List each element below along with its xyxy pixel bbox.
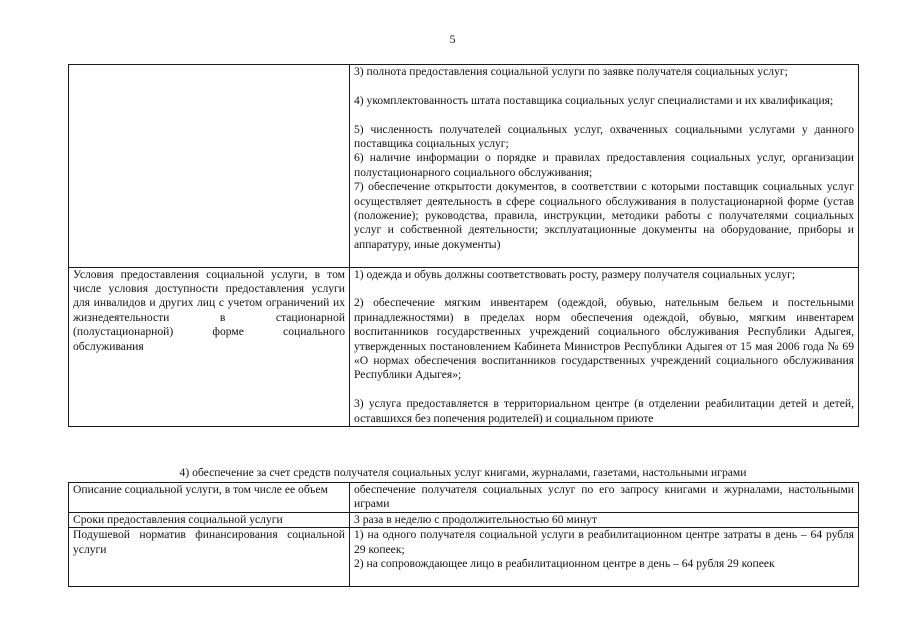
list-item: 5) численность получателей социальных услуг, охваченных социальными услугами у данного поставщика социальных услуг;	[354, 122, 854, 150]
description-label-cell: Описание социальной услуги, в том числе ее объем	[69, 483, 350, 513]
table-row	[69, 512, 859, 527]
list-item: 1) на одного получателя социальной услуги в реабилитационном центре затраты в день – 64 рубля 29 копеек;	[354, 528, 854, 556]
table-row	[69, 267, 859, 426]
list-item: 2) на сопровождающее лицо в реабилитационном центре в день – 64 рубля 29 копеек	[354, 557, 775, 571]
description-cell: обеспечение получателя социальных услуг по его запросу книгами и журналами, настольными играми	[350, 483, 859, 513]
list-item: 3) полнота предоставления социальной услуги по заявке получателя социальных услуг;	[354, 65, 788, 78]
service-table	[68, 482, 859, 587]
table-row	[69, 65, 859, 268]
list-item: 4) укомплектованность штата поставщика социальных услуг специалистами и их квалификация;	[354, 93, 834, 107]
conditions-label-cell: Условия предоставления социальной услуги, в том числе условия доступности предоставления услуги для инвалидов и других лиц с учетом ограничений их жизнедеятельности в стационарной (полустационарной) форме социального обслуживания	[69, 267, 350, 426]
list-item: 2) обеспечение мягким инвентарем (одеждой, обувью, нательным бельем и постельными принадлежностями) в пределах норм обеспечения одеждой, обувью, мягким инвентарем воспитанников государственных учреждений социального обслуживания Республики Адыгея, утвержденных постановлением Кабинета Министров Республики Адыгея от 15 мая 2006 года № 69 «О нормах обеспечения воспитанников государственных учреждений социального обслуживания Республики Адыгея»;	[354, 296, 854, 382]
financing-label-cell: Подушевой норматив финансирования социальной услуги	[69, 528, 350, 587]
terms-cell: 3 раза в неделю с продолжительностью 60 минут	[350, 512, 859, 527]
financing-cell	[350, 528, 859, 587]
terms-label-cell: Сроки предоставления социальной услуги	[69, 512, 350, 527]
conditions-cell	[350, 267, 859, 426]
requirements-table	[68, 64, 859, 427]
page-number: 5	[449, 32, 456, 46]
list-item: 7) обеспечение открытости документов, в соответствии с которыми поставщик социальных услуг осуществляет деятельность в сфере социального обслуживания в полустационарной форме (устав (положение); руководства, правила, инструкции, методики работы с получателями социальных услуг и собственной деятельности; эксплуатационные документы на оборудование, приборы и аппаратуру, иные документы)	[354, 180, 854, 251]
list-item: 3) услуга предоставляется в территориальном центре (в отделении реабилитации детей и детей, оставшихся без попечения родителей) и социальном приюте	[354, 397, 854, 425]
quality-indicators-cell	[350, 65, 859, 268]
list-item: 6) наличие информации о порядке и правилах предоставления социальных услуг, организации полустационарного социального обслуживания;	[354, 151, 854, 179]
list-item: 1) одежда и обувь должны соответствовать росту, размеру получателя социальных услуг;	[354, 267, 796, 281]
table-cell-empty	[69, 65, 350, 268]
table-row	[69, 528, 859, 587]
section-title: 4) обеспечение за счет средств получателя социальных услуг книгами, журналами, газетами, настольными играми	[179, 466, 747, 479]
table-row	[69, 483, 859, 513]
